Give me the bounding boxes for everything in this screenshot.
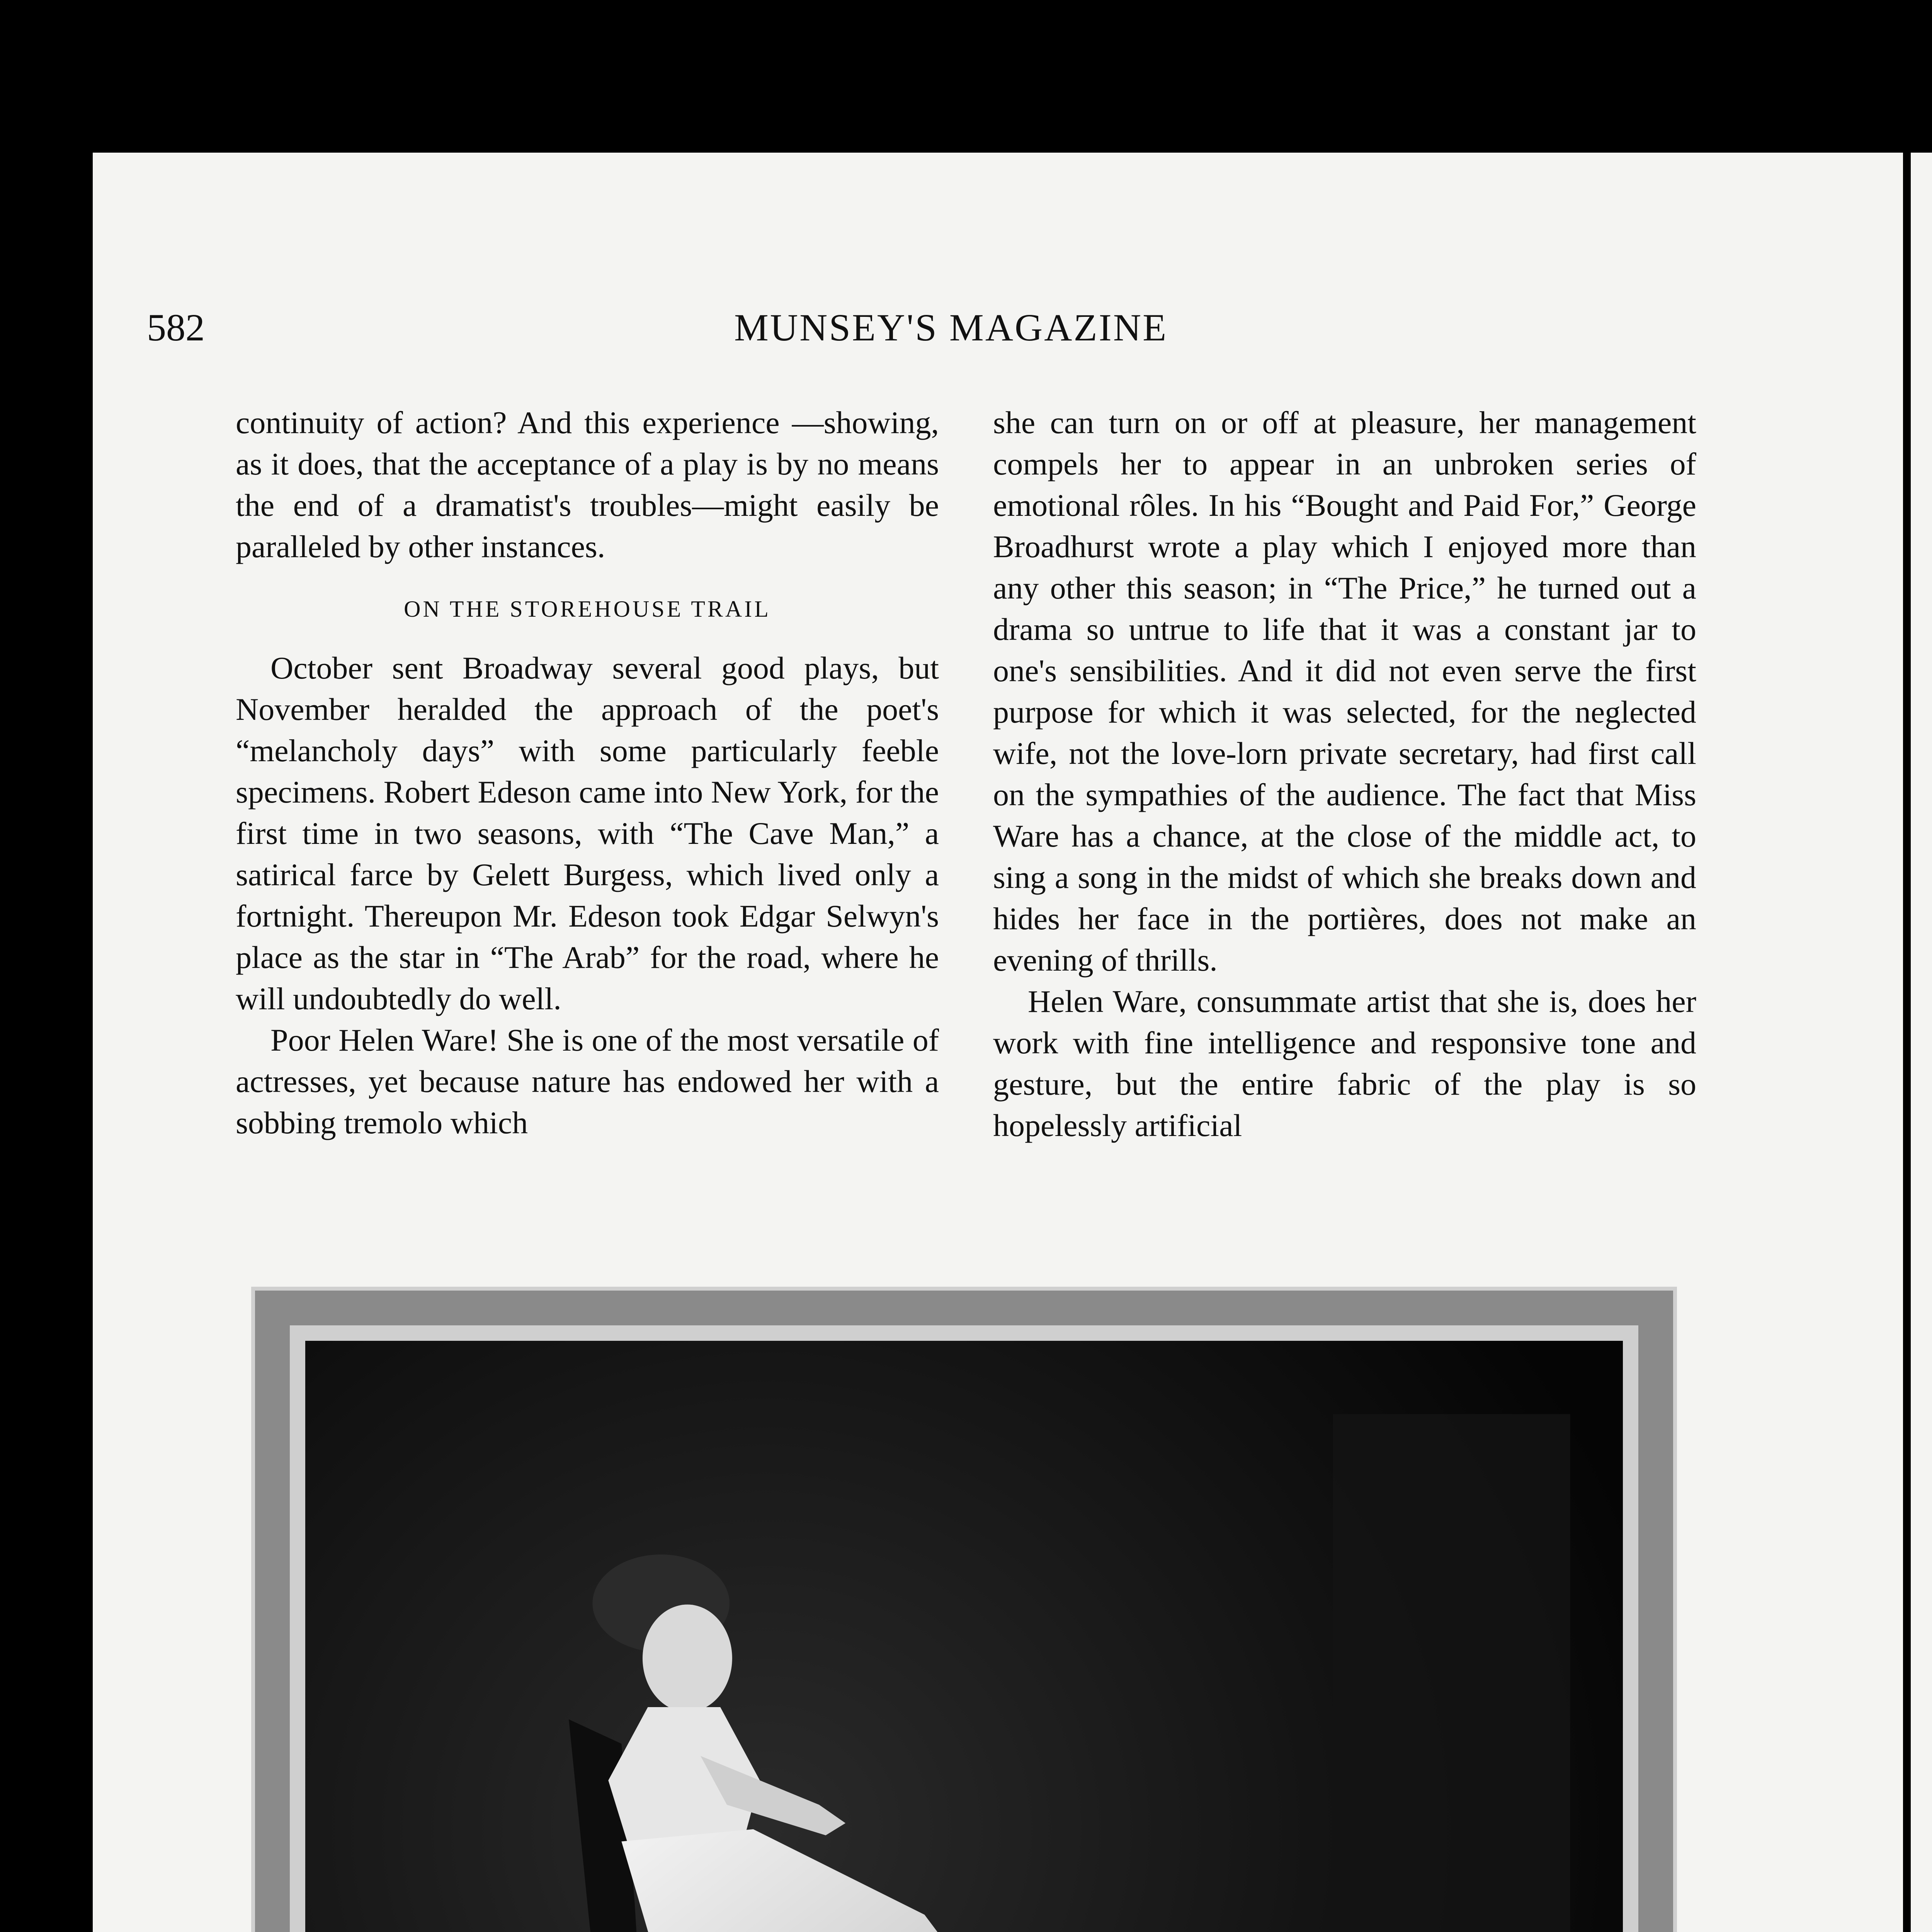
- right-paragraph-2: Helen Ware, consummate artist that she is, does her work with fine intelligence and responsive tone and gesture, but the entire fabric of the play is so hopelessly artificial: [993, 984, 1696, 1143]
- portrait-photograph: [305, 1341, 1623, 1932]
- left-column: [236, 402, 939, 1143]
- page-gutter: [1903, 153, 1912, 1932]
- left-paragraph-2: October sent Broadway several good plays, but November heralded the approach of the poet's “melancholy days” with some particularly feeble specimens. Robert Edeson came into New York, for the first time in two seasons, with “The Cave Man,” a satirical farce by Gelett Burgess, which lived only a fortnight. Thereupon Mr. Edeson took Edgar Selwyn's place as the star in “The Arab” for the road, where he will undoubtedly do well.: [236, 650, 939, 1016]
- facing-page-edge: [1911, 153, 1932, 1932]
- page-number: 582: [147, 306, 205, 349]
- left-paragraph-3: Poor Helen Ware! She is one of the most versatile of actresses, yet because nature has endowed her with a sobbing tremolo which: [236, 1022, 939, 1140]
- photo-plate-frame: [251, 1287, 1677, 1932]
- photo-mat: [290, 1325, 1638, 1932]
- section-subhead: ON THE STOREHOUSE TRAIL: [404, 596, 771, 622]
- seated-woman-figure: [305, 1341, 1623, 1932]
- right-paragraph-1: she can turn on or off at pleasure, her management compels her to appear in an unbroken series of emotional rôles. In his “Bought and Paid For,” George Broadhurst wrote a play which I enjoyed more than any other this season; in “The Price,” he turned out a drama so untrue to life that it was a constant jar to one's sensibilities. And it did not even serve the first purpose for which it was selected, for the neglected wife, not the love-lorn private secretary, had first call on the sympathies of the audience. The fact that Miss Ware has a chance, at the close of the middle act, to sing a song in the midst of which she breaks down and hides her face in the portières, does not make an evening of thrills.: [993, 405, 1696, 978]
- right-column: [993, 402, 1696, 1146]
- left-paragraph-1: continuity of action? And this experience —showing, as it does, that the acceptance of a play is by no means the end of a dramatist's troubles—might easily be paralleled by other instances.: [236, 405, 939, 564]
- running-head: MUNSEY'S MAGAZINE: [734, 306, 1168, 349]
